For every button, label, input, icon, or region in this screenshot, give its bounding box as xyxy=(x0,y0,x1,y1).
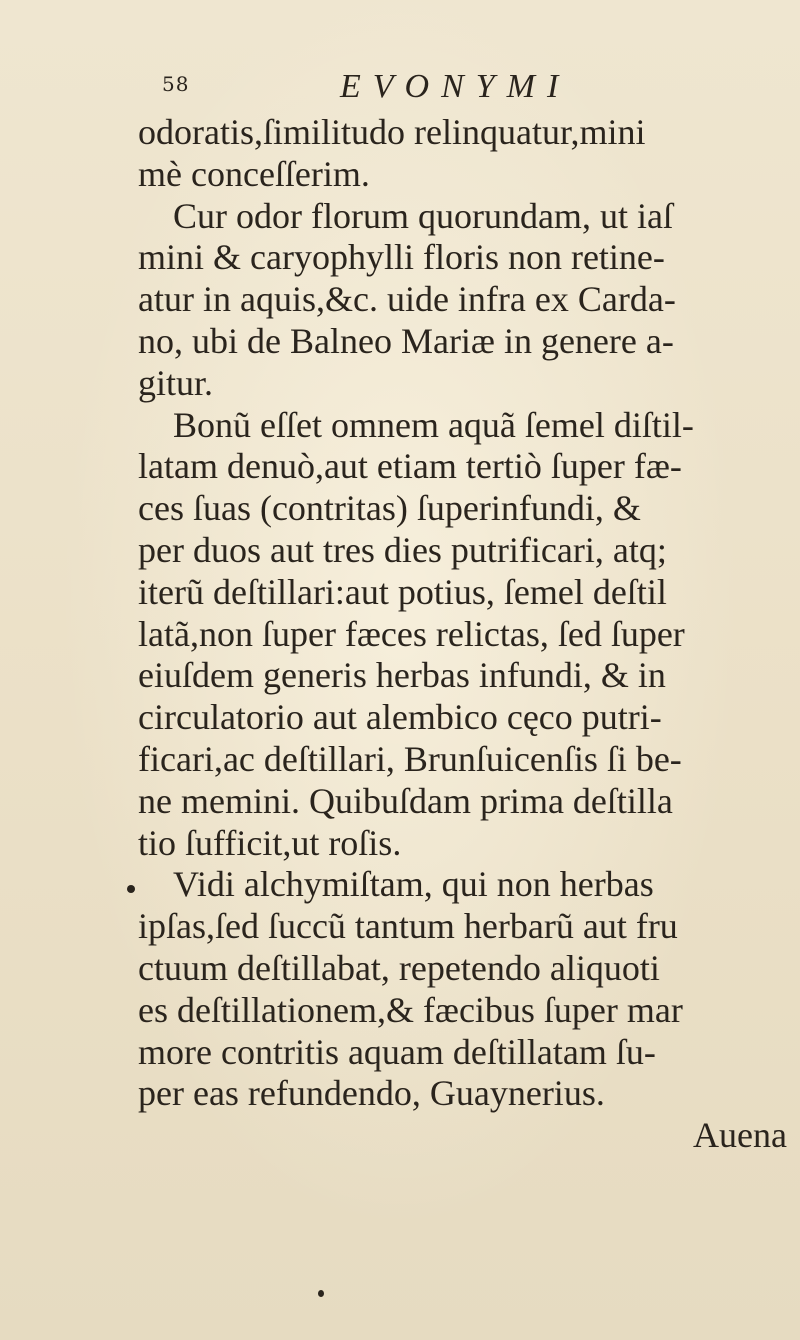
text-line: ces ſuas (contritas) ſuperinfundi, & xyxy=(138,488,641,529)
text-line: ne memini. Quibuſdam prima deſtilla xyxy=(138,780,673,821)
page-header xyxy=(0,70,800,110)
text-line: per eas refundendo, Guaynerius. xyxy=(138,1073,605,1114)
text-line: mè conceſſerim. xyxy=(138,153,370,194)
text-line: Cur odor florum quorundam, ut iaſ xyxy=(173,195,673,236)
text-line: latã,non ſuper fæces relictas, ſed ſuper xyxy=(138,613,685,654)
text-line: es deſtillationem,& fæcibus ſuper mar xyxy=(138,989,683,1030)
page-number: 58 xyxy=(162,72,190,96)
running-head: EVONYMI xyxy=(340,68,571,105)
text-line: gitur. xyxy=(138,362,214,403)
text-line: ficari,ac deſtillari, Brunſuicenſis ſi be- xyxy=(138,738,682,779)
catchword: Auena xyxy=(693,1115,787,1156)
body-text xyxy=(138,112,798,1157)
text-line: atur in aquis,&c. uide infra ex Carda- xyxy=(138,279,676,320)
text-line: Bonũ eſſet omnem aquã ſemel diſtil- xyxy=(173,404,694,445)
text-line: iterũ deſtillari:aut potius, ſemel deſtil xyxy=(138,571,667,612)
text-line: mini & caryophylli floris non retine- xyxy=(138,237,665,278)
text-line: Vidi alchymiſtam, qui non herbas xyxy=(173,864,654,905)
text-line: ctuum deſtillabat, repetendo aliquoti xyxy=(138,947,660,988)
text-line: more contritis aquam deſtillatam ſu- xyxy=(138,1031,656,1072)
text-line: odoratis,ſimilitudo relinquatur,mini xyxy=(138,112,646,152)
text-line: tio ſufficit,ut roſis. xyxy=(138,822,402,863)
text-line: circulatorio aut alembico cęco putri- xyxy=(138,697,662,738)
text-line: per duos aut tres dies putrificari, atq; xyxy=(138,529,667,570)
ink-spot xyxy=(127,885,135,893)
text-line: ipſas,ſed ſuccũ tantum herbarũ aut fru xyxy=(138,906,678,947)
text-line: latam denuò,aut etiam tertiò ſuper fæ- xyxy=(138,446,682,487)
ink-spot xyxy=(318,1290,324,1297)
text-line: eiuſdem generis herbas infundi, & in xyxy=(138,655,666,696)
text-line: no, ubi de Balneo Mariæ in genere a- xyxy=(138,320,674,361)
